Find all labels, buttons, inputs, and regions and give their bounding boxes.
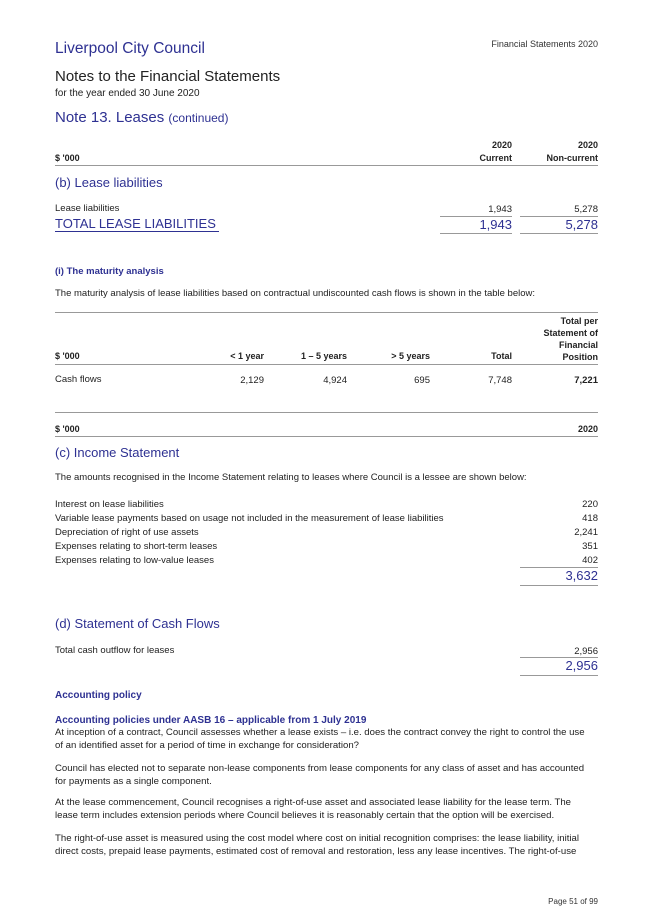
cash-flows-total: 7,748 xyxy=(488,375,512,386)
note-continued: (continued) xyxy=(168,111,229,125)
income-rows xyxy=(55,498,598,568)
col-current-label: Current xyxy=(479,153,512,163)
cash-flows-1to5: 4,924 xyxy=(323,375,347,386)
col-gt5: > 5 years xyxy=(391,351,430,361)
income-row-label: Expenses relating to low-value leases xyxy=(55,555,214,566)
note-title xyxy=(55,109,228,126)
note-title-text: Note 13. Leases xyxy=(55,109,165,126)
income-row xyxy=(55,498,598,512)
lease-liabilities-noncurrent: 5,278 xyxy=(574,204,598,215)
policy-paragraph-3 xyxy=(55,797,598,822)
cash-outflow-total: 2,956 xyxy=(565,658,598,673)
divider xyxy=(55,165,598,166)
policy-paragraph-1 xyxy=(55,727,598,752)
income-row-label: Expenses relating to short-term leases xyxy=(55,541,218,552)
total-lease-liabilities-label: TOTAL LEASE LIABILITIES xyxy=(55,216,216,231)
section-income-statement: (c) Income Statement xyxy=(55,445,180,460)
maturity-intro: The maturity analysis of lease liabilities based on contractual undiscounted cash flows is shown in the table below: xyxy=(55,288,536,299)
organization-name: Liverpool City Council xyxy=(55,40,205,57)
income-row-label: Interest on lease liabilities xyxy=(55,499,164,510)
policy-p4-line1: The right-of-use asset is measured using the cost model where cost on initial recognition comprises: the lease liability, initial xyxy=(55,833,579,844)
income-unit: $ '000 xyxy=(55,424,80,434)
cash-flows-lt1: 2,129 xyxy=(240,375,264,386)
divider xyxy=(440,233,512,234)
maturity-heading: (i) The maturity analysis xyxy=(55,266,164,277)
cash-flows-sofp: 7,221 xyxy=(574,375,598,386)
income-row-value: 2,241 xyxy=(574,527,598,538)
policy-heading: Accounting policy xyxy=(55,690,142,701)
document-label: Financial Statements 2020 xyxy=(491,39,598,49)
income-row-value: 351 xyxy=(582,541,598,552)
income-row xyxy=(55,540,598,554)
divider xyxy=(55,412,598,413)
income-intro: The amounts recognised in the Income Statement relating to leases where Council is a lessee are shown below: xyxy=(55,472,527,483)
policy-p1-line1: At inception of a contract, Council assesses whether a lease exists – i.e. does the contract convey the right to control the use xyxy=(55,727,585,738)
cash-flows-gt5: 695 xyxy=(414,375,430,386)
income-row-label: Variable lease payments based on usage not included in the measurement of lease liabilities xyxy=(55,513,444,524)
page-number: Page 51 of 99 xyxy=(548,897,598,906)
income-total: 3,632 xyxy=(565,568,598,583)
col-sofp-line4: Position xyxy=(562,352,598,362)
maturity-unit: $ '000 xyxy=(55,351,80,361)
lease-liabilities-current: 1,943 xyxy=(488,204,512,215)
unit-label: $ '000 xyxy=(55,153,80,163)
total-lease-liabilities-current: 1,943 xyxy=(479,217,512,232)
col-sofp-line2: Statement of xyxy=(543,328,598,338)
col-total: Total xyxy=(491,351,512,361)
cash-outflow-value: 2,956 xyxy=(574,646,598,657)
income-row-value: 220 xyxy=(582,499,598,510)
section-lease-liabilities: (b) Lease liabilities xyxy=(55,175,163,190)
policy-p3-line2: lease term includes extension periods where Council believes it is reasonably certain that the option will be exercised. xyxy=(55,809,555,821)
divider xyxy=(55,364,598,365)
divider xyxy=(520,233,598,234)
col-noncurrent-year: 2020 xyxy=(577,140,598,150)
income-row xyxy=(55,554,598,568)
policy-p1-line2: of an identified asset for a period of time in exchange for consideration? xyxy=(55,739,359,751)
policy-p4-line2: direct costs, prepaid lease payments, estimated cost of removal and restoration, less any lease incentives. The right-of-use xyxy=(55,845,577,857)
policy-paragraph-4 xyxy=(55,833,598,858)
income-year: 2020 xyxy=(577,424,598,434)
col-lt1: < 1 year xyxy=(230,351,264,361)
cash-outflow-label: Total cash outflow for leases xyxy=(55,645,175,656)
divider xyxy=(520,585,598,586)
col-noncurrent-label: Non-current xyxy=(546,153,598,163)
col-current-year: 2020 xyxy=(491,140,512,150)
income-row xyxy=(55,526,598,540)
divider xyxy=(55,312,598,313)
divider xyxy=(520,675,598,676)
policy-p2-line1: Council has elected not to separate non-lease components from lease components for any class of asset and has accounted xyxy=(55,763,585,774)
lease-liabilities-label: Lease liabilities xyxy=(55,203,120,214)
policy-p2-line2: for payments as a single component. xyxy=(55,775,212,787)
income-row xyxy=(55,512,598,526)
col-sofp-line1: Total per xyxy=(560,316,598,326)
policy-subheading: Accounting policies under AASB 16 – applicable from 1 July 2019 xyxy=(55,715,367,726)
income-row-label: Depreciation of right of use assets xyxy=(55,527,199,538)
section-cash-flows: (d) Statement of Cash Flows xyxy=(55,616,220,631)
policy-paragraph-2 xyxy=(55,763,598,788)
page-title: Notes to the Financial Statements xyxy=(55,68,281,85)
page-subtitle: for the year ended 30 June 2020 xyxy=(55,88,200,99)
policy-p3-line1: At the lease commencement, Council recognises a right-of-use asset and associated lease liability for the lease term. The xyxy=(55,797,572,808)
income-row-value: 418 xyxy=(582,513,598,524)
col-1to5: 1 – 5 years xyxy=(300,351,347,361)
total-underline xyxy=(55,231,219,232)
col-sofp-line3: Financial xyxy=(558,340,598,350)
income-row-value: 402 xyxy=(582,555,598,566)
total-lease-liabilities-noncurrent: 5,278 xyxy=(565,217,598,232)
divider xyxy=(55,436,598,437)
col-sofp xyxy=(520,315,598,363)
cash-flows-label: Cash flows xyxy=(55,374,102,385)
